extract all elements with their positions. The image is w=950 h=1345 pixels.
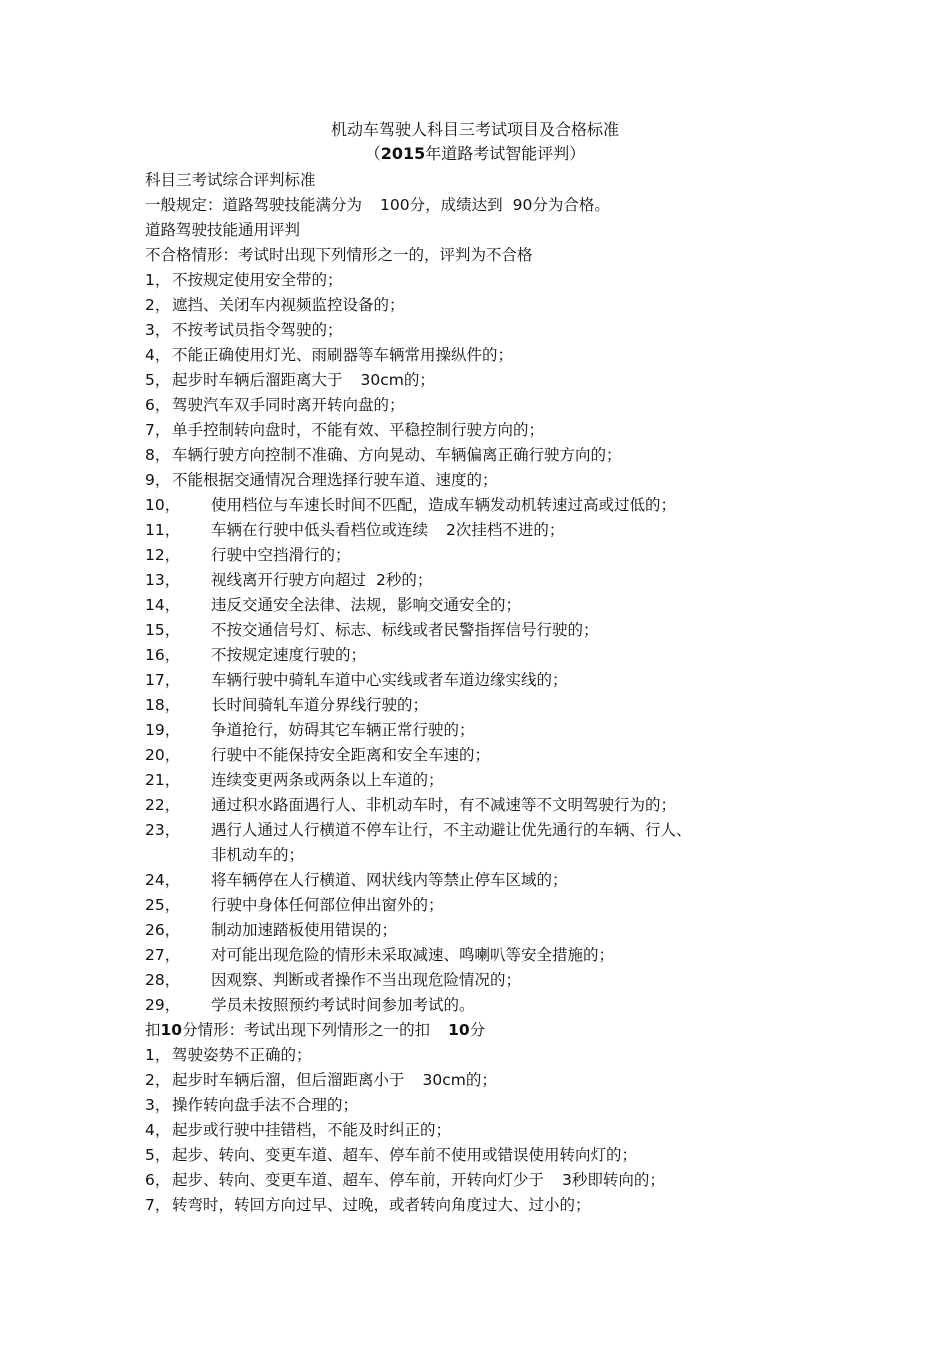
item-number: 3， <box>145 321 171 339</box>
subtitle-open: （ <box>364 144 381 163</box>
item-text: 不按规定使用安全带的； <box>172 271 343 289</box>
list-item <box>145 1193 805 1218</box>
general-heading: 道路驾驶技能通用评判 <box>145 221 301 239</box>
item-text: 车辆行驶中骑轧车道中心实线或者车道边缘实线的； <box>211 671 568 689</box>
item-number: 5， <box>145 1146 171 1164</box>
deduct-points-2: 10 <box>448 1021 470 1039</box>
item-value: 3 <box>562 1171 572 1189</box>
item-number: 25， <box>145 896 181 914</box>
item-number: 21， <box>145 771 181 789</box>
subtitle-year: 2015 <box>380 144 426 163</box>
item-number: 10， <box>145 496 181 514</box>
deduct-list <box>145 1043 805 1218</box>
item-number: 11， <box>145 521 181 539</box>
general-rule-text-2: 分，成绩达到 <box>409 196 503 214</box>
item-text-2: 秒的； <box>385 571 433 589</box>
document-body <box>145 168 805 1218</box>
list-item <box>145 668 805 693</box>
item-number: 4， <box>145 1121 171 1139</box>
item-text-group <box>211 818 771 868</box>
deduct-heading <box>145 1018 805 1043</box>
item-number: 4， <box>145 346 171 364</box>
item-value: 2 <box>446 521 456 539</box>
item-number: 13， <box>145 571 181 589</box>
list-item <box>145 893 805 918</box>
item-text: 通过积水路面遇行人、非机动车时，有不减速等不文明驾驶行为的； <box>211 796 677 814</box>
document-title: 机动车驾驶人科目三考试项目及合格标准 <box>330 120 619 139</box>
item-text: 制动加速踏板使用错误的； <box>211 921 398 939</box>
list-item <box>145 743 805 768</box>
item-number: 7， <box>145 1196 171 1214</box>
item-number: 7， <box>145 421 171 439</box>
list-item <box>145 268 805 293</box>
list-item <box>145 493 805 518</box>
item-text: 不能正确使用灯光、雨刷器等车辆常用操纵件的； <box>172 346 514 364</box>
item-text: 学员未按照预约考试时间参加考试的。 <box>211 996 475 1014</box>
list-item <box>145 1068 805 1093</box>
item-text-continued: 非机动车的； <box>211 846 305 864</box>
item-text: 起步时车辆后溜距离大于 <box>172 371 343 389</box>
item-text: 不按规定速度行驶的； <box>211 646 367 664</box>
item-text: 将车辆停在人行横道、网状线内等禁止停车区域的； <box>211 871 568 889</box>
list-item <box>145 518 805 543</box>
item-text: 驾驶汽车双手同时离开转向盘的； <box>172 396 405 414</box>
list-item <box>145 1118 805 1143</box>
item-text: 行驶中身体任何部位伸出窗外的； <box>211 896 444 914</box>
deduct-heading-text-3: 分 <box>469 1021 486 1039</box>
list-item <box>145 293 805 318</box>
item-number: 2， <box>145 296 171 314</box>
fail-list-long <box>145 493 805 1018</box>
list-item <box>145 593 805 618</box>
list-item <box>145 1093 805 1118</box>
item-number: 22， <box>145 796 181 814</box>
item-number: 6， <box>145 1171 171 1189</box>
list-item <box>145 343 805 368</box>
item-number: 5， <box>145 371 171 389</box>
item-number: 3， <box>145 1096 171 1114</box>
item-text-2: 次挂档不进的； <box>455 521 565 539</box>
list-item <box>145 543 805 568</box>
deduct-heading-text-1: 扣 <box>145 1021 161 1039</box>
item-text: 不按交通信号灯、标志、标线或者民警指挥信号行驶的； <box>211 621 599 639</box>
list-item <box>145 1043 805 1068</box>
list-item <box>145 818 805 868</box>
item-text: 长时间骑轧车道分界线行驶的； <box>211 696 429 714</box>
item-number: 15， <box>145 621 181 639</box>
item-text: 车辆行驶方向控制不准确、方向晃动、车辆偏离正确行驶方向的； <box>172 446 622 464</box>
general-rule-text-3: 分为合格。 <box>532 196 610 214</box>
item-number: 1， <box>145 1046 171 1064</box>
item-text: 不按考试员指令驾驶的； <box>172 321 343 339</box>
item-text: 使用档位与车速长时间不匹配，造成车辆发动机转速过高或过低的； <box>211 496 677 514</box>
section-title: 科目三考试综合评判标准 <box>145 171 316 189</box>
item-text: 行驶中不能保持安全距离和安全车速的； <box>211 746 491 764</box>
list-item <box>145 368 805 393</box>
item-text-group <box>211 568 771 593</box>
item-number: 2， <box>145 1071 171 1089</box>
item-text-group <box>211 518 771 543</box>
fail-heading: 不合格情形：考试时出现下列情形之一的，评判为不合格 <box>145 246 533 264</box>
score-total: 100 <box>380 196 410 214</box>
list-item <box>145 943 805 968</box>
item-text: 驾驶姿势不正确的； <box>172 1046 312 1064</box>
list-item <box>145 768 805 793</box>
item-number: 19， <box>145 721 181 739</box>
item-value: 30cm <box>360 371 404 389</box>
list-item <box>145 568 805 593</box>
list-item <box>145 993 805 1018</box>
item-number: 23， <box>145 821 181 839</box>
item-text-2: 秒即转向的； <box>571 1171 665 1189</box>
general-rule <box>145 193 805 218</box>
item-text: 连续变更两条或两条以上车道的； <box>211 771 444 789</box>
list-item <box>145 868 805 893</box>
list-item <box>145 418 805 443</box>
deduct-points: 10 <box>160 1021 183 1039</box>
item-number: 1， <box>145 271 171 289</box>
list-item <box>145 1168 805 1193</box>
item-value: 2 <box>376 571 386 589</box>
list-item <box>145 618 805 643</box>
item-number: 8， <box>145 446 171 464</box>
item-number: 20， <box>145 746 181 764</box>
item-text: 违反交通安全法律、法规，影响交通安全的； <box>211 596 522 614</box>
item-number: 18， <box>145 696 181 714</box>
item-number: 14， <box>145 596 181 614</box>
list-item <box>145 643 805 668</box>
item-text: 起步或行驶中挂错档，不能及时纠正的； <box>172 1121 452 1139</box>
item-text: 遇行人通过人行横道不停车让行，不主动避让优先通行的车辆、行人、 <box>211 821 692 839</box>
list-item <box>145 318 805 343</box>
item-number: 24， <box>145 871 181 889</box>
list-item <box>145 718 805 743</box>
item-text: 单手控制转向盘时，不能有效、平稳控制行驶方向的； <box>172 421 545 439</box>
item-text: 因观察、判断或者操作不当出现危险情况的； <box>211 971 522 989</box>
item-text: 起步时车辆后溜，但后溜距离小于 <box>172 1071 405 1089</box>
item-text: 车辆在行驶中低头看档位或连续 <box>211 521 429 539</box>
item-number: 29， <box>145 996 181 1014</box>
item-text: 起步、转向、变更车道、超车、停车前，开转向灯少于 <box>172 1171 545 1189</box>
list-item <box>145 1143 805 1168</box>
list-item <box>145 393 805 418</box>
list-item <box>145 693 805 718</box>
pass-score: 90 <box>512 196 533 214</box>
item-text-2: 的； <box>403 371 435 389</box>
item-text-2: 的； <box>465 1071 497 1089</box>
item-number: 12， <box>145 546 181 564</box>
item-text: 操作转向盘手法不合理的； <box>172 1096 359 1114</box>
item-number: 9， <box>145 471 171 489</box>
item-number: 26， <box>145 921 181 939</box>
list-item <box>145 443 805 468</box>
item-text: 行驶中空挡滑行的； <box>211 546 351 564</box>
item-text: 遮挡、关闭车内视频监控设备的； <box>172 296 405 314</box>
list-item <box>145 468 805 493</box>
item-value: 30cm <box>422 1071 466 1089</box>
item-number: 17， <box>145 671 181 689</box>
item-text: 争道抢行，妨碍其它车辆正常行驶的； <box>211 721 475 739</box>
item-text: 对可能出现危险的情形未采取减速、鸣喇叭等安全措施的； <box>211 946 615 964</box>
item-number: 6， <box>145 396 171 414</box>
item-number: 28， <box>145 971 181 989</box>
list-item <box>145 793 805 818</box>
list-item <box>145 918 805 943</box>
subtitle-rest: 年道路考试智能评判） <box>425 144 586 163</box>
document-subtitle <box>0 144 950 164</box>
item-text: 起步、转向、变更车道、超车、停车前不使用或错误使用转向灯的； <box>172 1146 638 1164</box>
list-item <box>145 968 805 993</box>
fail-list-short <box>145 268 805 493</box>
general-rule-text-1: 一般规定：道路驾驶技能满分为 <box>145 196 363 214</box>
item-number: 16， <box>145 646 181 664</box>
item-text: 转弯时，转回方向过早、过晚，或者转向角度过大、过小的； <box>172 1196 591 1214</box>
deduct-heading-text-2: 分情形：考试出现下列情形之一的扣 <box>182 1021 431 1039</box>
item-number: 27， <box>145 946 181 964</box>
item-text: 视线离开行驶方向超过 <box>211 571 367 589</box>
item-text: 不能根据交通情况合理选择行驶车道、速度的； <box>172 471 498 489</box>
